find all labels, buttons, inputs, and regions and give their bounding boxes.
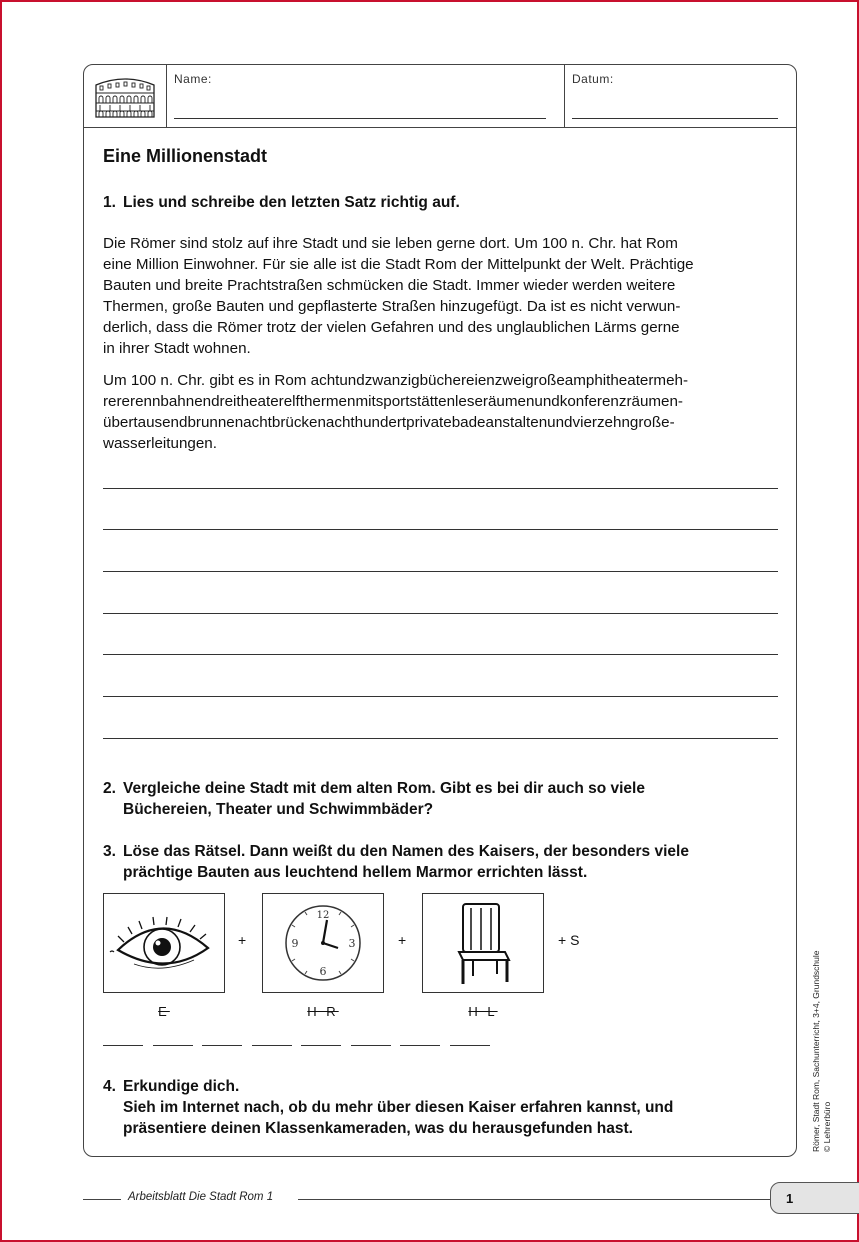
paragraph-line: Bauten und breite Prachtstraßen schmücken die Stadt. Immer wieder werden weitere	[103, 277, 676, 294]
writing-line[interactable]	[103, 696, 778, 697]
writing-line[interactable]	[103, 571, 778, 572]
logo-cell	[84, 65, 167, 127]
paragraph-line: übertausendbrunnenachtbrückenachthundertprivatebadeanstaltenundvierzehngroße-	[103, 414, 675, 431]
plus-sign: +	[398, 932, 407, 948]
task-text-line: prächtige Bauten aus leuchtend hellem Marmor errichten lässt.	[123, 864, 588, 881]
writing-line[interactable]	[103, 738, 778, 739]
paragraph-line: in ihrer Stadt wohnen.	[103, 340, 251, 357]
date-write-line	[572, 118, 778, 119]
paragraph-line: Thermen, große Bauten und gepflasterte Straßen hinzugefügt. Da ist es nicht verwun-	[103, 298, 681, 315]
eye-icon	[104, 894, 223, 991]
riddle-letters-text: H R	[307, 1004, 339, 1019]
name-write-line	[174, 118, 546, 119]
clock-icon	[263, 894, 382, 991]
name-field[interactable]	[166, 65, 565, 127]
clock-number: 12	[316, 910, 330, 921]
clock-number: 6	[319, 965, 327, 978]
paragraph-line: wasserleitungen.	[103, 435, 217, 452]
paragraph-line: eine Million Einwohner. Für sie alle ist die Stadt Rom der Mittelpunkt der Welt. Prächtige	[103, 256, 694, 273]
task-number: 3.	[103, 843, 116, 860]
page-number-tab	[770, 1182, 859, 1214]
riddle-tail: + S	[558, 932, 580, 948]
riddle-picture-chair	[422, 893, 544, 993]
footer-rule	[83, 1199, 121, 1200]
answer-blank[interactable]	[202, 1045, 242, 1046]
task-text-line: Büchereien, Theater und Schwimmbäder?	[123, 801, 434, 818]
footer-rule	[298, 1199, 773, 1200]
task-text-line: Erkundige dich.	[123, 1078, 240, 1095]
copyright-note	[811, 950, 833, 1152]
paragraph-line: Die Römer sind stolz auf ihre Stadt und sie leben gerne dort. Um 100 n. Chr. hat Rom	[103, 235, 678, 252]
riddle-picture-clock	[262, 893, 384, 993]
clock-number: 3	[348, 937, 356, 950]
clock-number: 9	[291, 937, 299, 950]
task-2	[103, 778, 645, 820]
date-label: Datum:	[572, 72, 614, 86]
answer-blank[interactable]	[450, 1045, 490, 1046]
footer-label: Arbeitsblatt Die Stadt Rom 1	[128, 1191, 274, 1203]
colosseum-icon	[92, 71, 158, 121]
task-number: 2.	[103, 780, 116, 797]
answer-blank[interactable]	[400, 1045, 440, 1046]
copyright-line: Römer, Stadt Rom, Sachunterricht, 3+4, Grundschule	[811, 950, 821, 1152]
header-row	[84, 65, 796, 128]
writing-line[interactable]	[103, 613, 778, 614]
riddle-letters-text: H L	[468, 1004, 498, 1019]
page-number: 1	[786, 1191, 794, 1206]
answer-blank[interactable]	[153, 1045, 193, 1046]
task-text-line: Löse das Rätsel. Dann weißt du den Namen des Kaisers, der besonders viele	[123, 843, 689, 860]
task-3	[103, 841, 689, 883]
riddle-picture-eye	[103, 893, 225, 993]
answer-blank[interactable]	[252, 1045, 292, 1046]
task-text-line: präsentiere deinen Klassenkameraden, was du herausgefunden hast.	[123, 1120, 633, 1137]
task-number: 4.	[103, 1078, 116, 1095]
plus-sign: +	[238, 932, 247, 948]
paragraph-line: Um 100 n. Chr. gibt es in Rom achtundzwanzigbüchereienzweigroßeamphitheatermeh-	[103, 372, 689, 389]
riddle-letters	[103, 1004, 225, 1019]
paragraph-scrambled	[103, 370, 783, 454]
answer-blank[interactable]	[351, 1045, 391, 1046]
answer-blank[interactable]	[301, 1045, 341, 1046]
task-4	[103, 1076, 673, 1139]
riddle-letters	[422, 1004, 544, 1019]
writing-line[interactable]	[103, 529, 778, 530]
task-text: Lies und schreibe den letzten Satz richtig auf.	[123, 194, 460, 211]
task-number: 1.	[103, 194, 116, 211]
answer-blank[interactable]	[103, 1045, 143, 1046]
task-text-line: Vergleiche deine Stadt mit dem alten Rom. Gibt es bei dir auch so viele	[123, 780, 645, 797]
paragraph-line: rererennbahnendreitheaterelfthermenmitsportstättenleseräumenundkonferenzräumen-	[103, 393, 683, 410]
paragraph-line: derlich, dass die Römer trotz der vielen Gefahren und des unglaublichen Lärms gerne	[103, 319, 680, 336]
riddle-letters	[262, 1004, 384, 1019]
paragraph-story	[103, 233, 783, 359]
riddle-letters-text: E	[158, 1004, 170, 1019]
task-1	[103, 192, 460, 213]
task-text-line: Sieh im Internet nach, ob du mehr über diesen Kaiser erfahren kannst, und	[123, 1099, 674, 1116]
name-label: Name:	[174, 72, 212, 86]
page-title: Eine Millionenstadt	[103, 146, 268, 166]
copyright-line: © Lehrerbüro	[822, 1101, 832, 1152]
writing-line[interactable]	[103, 488, 778, 489]
chair-icon	[423, 894, 542, 991]
writing-line[interactable]	[103, 654, 778, 655]
date-field[interactable]	[564, 65, 798, 127]
